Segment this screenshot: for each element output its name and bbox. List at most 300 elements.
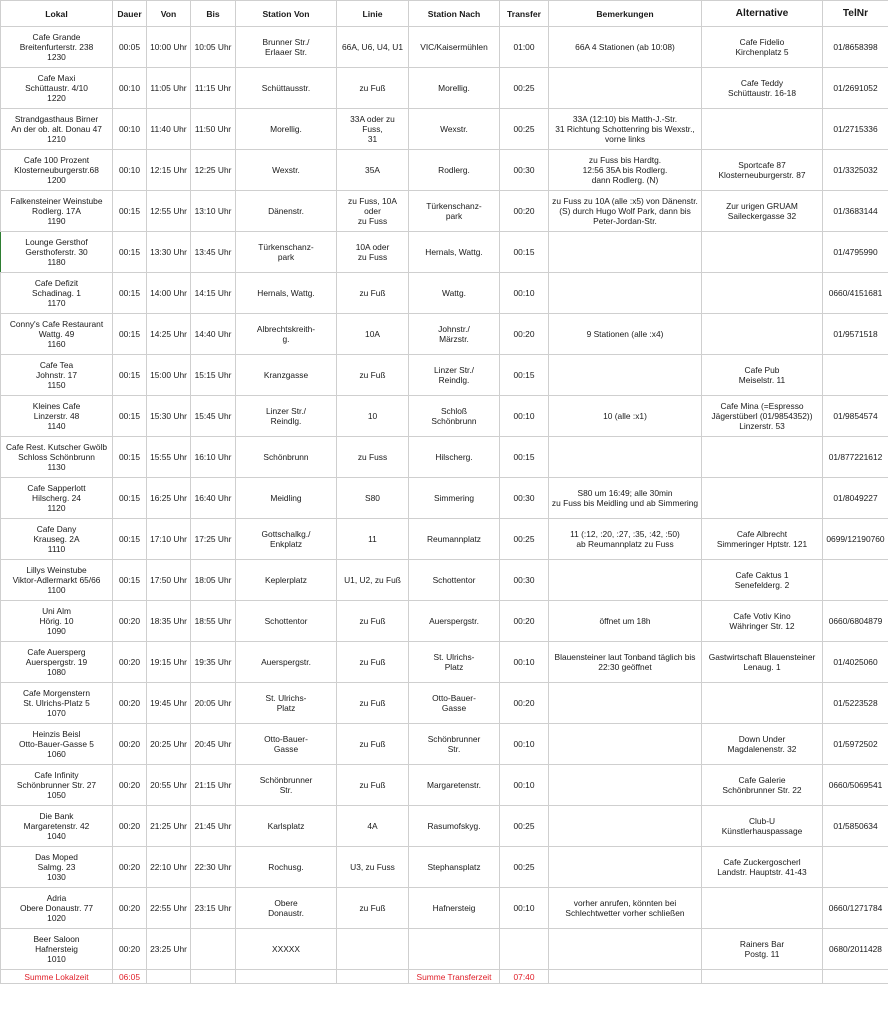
- cell-station-von[interactable]: Hernals, Wattg.: [236, 273, 337, 314]
- table-row: [1, 68, 888, 109]
- cell-bemerkungen[interactable]: [549, 560, 702, 601]
- cell-transfer[interactable]: 00:20: [500, 601, 549, 642]
- cell-bis[interactable]: 10:05 Uhr: [191, 27, 236, 68]
- cell-station-von[interactable]: Schönbrunn: [236, 437, 337, 478]
- cell-transfer[interactable]: 00:10: [500, 724, 549, 765]
- cell-dauer[interactable]: 00:15: [113, 396, 147, 437]
- cell-bemerkungen[interactable]: [549, 929, 702, 970]
- cell-dauer[interactable]: 00:10: [113, 68, 147, 109]
- cell-lokal[interactable]: Cafe Auersperg Auerspergstr. 19 1080: [1, 642, 113, 683]
- cell-bemerkungen[interactable]: zu Fuss zu 10A (alle :x5) von Dänenstr. (S) durch Hugo Wolf Park, dann bis Peter-Jordan-Str.: [549, 191, 702, 232]
- cell-alternative[interactable]: [702, 109, 823, 150]
- cell-von[interactable]: 17:50 Uhr: [147, 560, 191, 601]
- cell-station-nach[interactable]: Wexstr.: [409, 109, 500, 150]
- empty-cell[interactable]: [191, 970, 236, 984]
- cell-lokal[interactable]: Cafe Infinity Schönbrunner Str. 27 1050: [1, 765, 113, 806]
- table-row: [1, 929, 888, 970]
- cell-transfer[interactable]: 01:00: [500, 27, 549, 68]
- cell-transfer[interactable]: 00:20: [500, 191, 549, 232]
- cell-von[interactable]: 15:30 Uhr: [147, 396, 191, 437]
- cell-bemerkungen[interactable]: [549, 765, 702, 806]
- cell-telnr[interactable]: [823, 847, 888, 888]
- cell-station-nach[interactable]: Auerspergstr.: [409, 601, 500, 642]
- cell-von[interactable]: 17:10 Uhr: [147, 519, 191, 560]
- cell-station-nach[interactable]: Türkenschanz- park: [409, 191, 500, 232]
- cell-bis[interactable]: [191, 929, 236, 970]
- empty-cell[interactable]: [236, 970, 337, 984]
- table-row: [1, 642, 888, 683]
- cell-von[interactable]: 22:10 Uhr: [147, 847, 191, 888]
- cell-transfer[interactable]: 00:15: [500, 232, 549, 273]
- cell-bemerkungen[interactable]: [549, 232, 702, 273]
- cell-station-von[interactable]: Schönbrunner Str.: [236, 765, 337, 806]
- cell-transfer[interactable]: 00:25: [500, 847, 549, 888]
- cell-dauer[interactable]: 00:15: [113, 232, 147, 273]
- cell-bemerkungen[interactable]: 33A (12:10) bis Matth-J.-Str. 31 Richtung Schottenring bis Wexstr., vorne links: [549, 109, 702, 150]
- cell-alternative[interactable]: Zur urigen GRUAM Saileckergasse 32: [702, 191, 823, 232]
- cell-station-von[interactable]: Türkenschanz- park: [236, 232, 337, 273]
- cell-station-von[interactable]: Morellig.: [236, 109, 337, 150]
- cell-von[interactable]: 12:55 Uhr: [147, 191, 191, 232]
- cell-telnr[interactable]: 0660/1271784: [823, 888, 888, 929]
- cell-alternative[interactable]: [702, 314, 823, 355]
- cell-station-von[interactable]: Schüttausstr.: [236, 68, 337, 109]
- cell-telnr[interactable]: 01/2715336: [823, 109, 888, 150]
- cell-lokal[interactable]: Adria Obere Donaustr. 77 1020: [1, 888, 113, 929]
- table-row: [1, 765, 888, 806]
- cell-alternative[interactable]: Gastwirtschaft Blauensteiner Lenaug. 1: [702, 642, 823, 683]
- cell-telnr[interactable]: 01/3325032: [823, 150, 888, 191]
- cell-telnr[interactable]: 01/3683144: [823, 191, 888, 232]
- table-row: [1, 683, 888, 724]
- cell-alternative[interactable]: Cafe Fidelio Kirchenplatz 5: [702, 27, 823, 68]
- cell-station-nach[interactable]: Morellig.: [409, 68, 500, 109]
- cell-von[interactable]: 22:55 Uhr: [147, 888, 191, 929]
- cell-alternative[interactable]: Cafe Mina (=Espresso Jägerstüberl (01/9854352)) Linzerstr. 53: [702, 396, 823, 437]
- cell-bis[interactable]: 20:45 Uhr: [191, 724, 236, 765]
- cell-bemerkungen[interactable]: S80 um 16:49; alle 30min zu Fuss bis Meidling und ab Simmering: [549, 478, 702, 519]
- cell-station-von[interactable]: Linzer Str./ Reindlg.: [236, 396, 337, 437]
- cell-station-nach[interactable]: Johnstr./ Märzstr.: [409, 314, 500, 355]
- cell-von[interactable]: 18:35 Uhr: [147, 601, 191, 642]
- cell-linie[interactable]: zu Fuß: [337, 683, 409, 724]
- cell-bis[interactable]: 22:30 Uhr: [191, 847, 236, 888]
- cell-alternative[interactable]: [702, 273, 823, 314]
- table-row: [1, 314, 888, 355]
- cell-lokal[interactable]: Cafe Maxi Schüttaustr. 4/10 1220: [1, 68, 113, 109]
- cell-von[interactable]: 12:15 Uhr: [147, 150, 191, 191]
- empty-cell[interactable]: [702, 970, 823, 984]
- cell-station-von[interactable]: Schottentor: [236, 601, 337, 642]
- cell-station-nach[interactable]: Otto-Bauer- Gasse: [409, 683, 500, 724]
- cell-lokal[interactable]: Conny's Cafe Restaurant Wattg. 49 1160: [1, 314, 113, 355]
- cell-telnr[interactable]: 01/4795990: [823, 232, 888, 273]
- cell-telnr[interactable]: 01/8049227: [823, 478, 888, 519]
- table-row: [1, 806, 888, 847]
- cell-bis[interactable]: 18:05 Uhr: [191, 560, 236, 601]
- cell-telnr[interactable]: 01/5850634: [823, 806, 888, 847]
- cell-telnr[interactable]: 01/9854574: [823, 396, 888, 437]
- cell-station-von[interactable]: Karlsplatz: [236, 806, 337, 847]
- cell-station-nach[interactable]: Linzer Str./ Reindlg.: [409, 355, 500, 396]
- empty-cell[interactable]: [147, 970, 191, 984]
- cell-bemerkungen[interactable]: 66A 4 Stationen (ab 10:08): [549, 27, 702, 68]
- cell-von[interactable]: 23:25 Uhr: [147, 929, 191, 970]
- cell-station-nach[interactable]: Stephansplatz: [409, 847, 500, 888]
- cell-linie[interactable]: zu Fuß: [337, 888, 409, 929]
- cell-station-von[interactable]: St. Ulrichs- Platz: [236, 683, 337, 724]
- cell-transfer[interactable]: 00:25: [500, 806, 549, 847]
- cell-telnr[interactable]: 0660/5069541: [823, 765, 888, 806]
- cell-linie[interactable]: U1, U2, zu Fuß: [337, 560, 409, 601]
- cell-bis[interactable]: 16:40 Uhr: [191, 478, 236, 519]
- cell-bis[interactable]: 21:45 Uhr: [191, 806, 236, 847]
- cell-bis[interactable]: 17:25 Uhr: [191, 519, 236, 560]
- cell-lokal[interactable]: Strandgasthaus Birner An der ob. alt. Donau 47 1210: [1, 109, 113, 150]
- cell-bemerkungen[interactable]: [549, 355, 702, 396]
- cell-telnr[interactable]: 0660/6804879: [823, 601, 888, 642]
- cell-dauer[interactable]: 00:20: [113, 888, 147, 929]
- cell-transfer[interactable]: 00:25: [500, 109, 549, 150]
- cell-alternative[interactable]: [702, 683, 823, 724]
- cell-lokal[interactable]: Cafe Morgenstern St. Ulrichs-Platz 5 1070: [1, 683, 113, 724]
- cell-dauer[interactable]: 00:20: [113, 806, 147, 847]
- cell-von[interactable]: 20:25 Uhr: [147, 724, 191, 765]
- cell-linie[interactable]: 10: [337, 396, 409, 437]
- cell-von[interactable]: 19:45 Uhr: [147, 683, 191, 724]
- cell-telnr[interactable]: 0680/2011428: [823, 929, 888, 970]
- table-row: [1, 396, 888, 437]
- sum-transferzeit-label[interactable]: Summe Transferzeit: [409, 970, 500, 984]
- cell-station-nach[interactable]: St. Ulrichs- Platz: [409, 642, 500, 683]
- cell-alternative[interactable]: Sportcafe 87 Klosterneuburgerstr. 87: [702, 150, 823, 191]
- cell-telnr[interactable]: [823, 560, 888, 601]
- cell-linie[interactable]: zu Fuß: [337, 355, 409, 396]
- cell-bis[interactable]: 14:15 Uhr: [191, 273, 236, 314]
- cell-telnr[interactable]: 01/5223528: [823, 683, 888, 724]
- cell-transfer[interactable]: 00:10: [500, 765, 549, 806]
- cell-bemerkungen[interactable]: zu Fuss bis Hardtg. 12:56 35A bis Rodlerg. dann Rodlerg. (N): [549, 150, 702, 191]
- cell-bemerkungen[interactable]: [549, 437, 702, 478]
- cell-von[interactable]: 11:05 Uhr: [147, 68, 191, 109]
- cell-lokal[interactable]: Lounge Gersthof Gersthoferstr. 30 1180: [1, 232, 113, 273]
- cell-linie[interactable]: zu Fuß: [337, 273, 409, 314]
- empty-cell[interactable]: [823, 970, 888, 984]
- cell-lokal[interactable]: Cafe Defizit Schadinag. 1 1170: [1, 273, 113, 314]
- cell-alternative[interactable]: Cafe Votiv Kino Währinger Str. 12: [702, 601, 823, 642]
- cell-bis[interactable]: 14:40 Uhr: [191, 314, 236, 355]
- cell-bis[interactable]: 18:55 Uhr: [191, 601, 236, 642]
- cell-alternative[interactable]: [702, 888, 823, 929]
- table-row: [1, 273, 888, 314]
- cell-bis[interactable]: 23:15 Uhr: [191, 888, 236, 929]
- table-body: [1, 27, 888, 984]
- cell-bis[interactable]: 15:15 Uhr: [191, 355, 236, 396]
- header-alternative[interactable]: Alternative: [702, 1, 823, 27]
- cell-von[interactable]: 15:00 Uhr: [147, 355, 191, 396]
- cell-station-von[interactable]: Gottschalkg./ Enkplatz: [236, 519, 337, 560]
- table-row: [1, 109, 888, 150]
- cell-bemerkungen[interactable]: 11 (:12, :20, :27, :35, :42, :50) ab Reumannplatz zu Fuss: [549, 519, 702, 560]
- cell-bemerkungen[interactable]: öffnet um 18h: [549, 601, 702, 642]
- cell-linie[interactable]: zu Fuß: [337, 601, 409, 642]
- cell-station-von[interactable]: XXXXX: [236, 929, 337, 970]
- cell-station-von[interactable]: Albrechtskreith- g.: [236, 314, 337, 355]
- header-transfer[interactable]: Transfer: [500, 1, 549, 27]
- cell-lokal[interactable]: Heinzis Beisl Otto-Bauer-Gasse 5 1060: [1, 724, 113, 765]
- cell-von[interactable]: 10:00 Uhr: [147, 27, 191, 68]
- cell-lokal[interactable]: Cafe Grande Breitenfurterstr. 238 1230: [1, 27, 113, 68]
- cell-station-nach[interactable]: Wattg.: [409, 273, 500, 314]
- cell-station-von[interactable]: Keplerplatz: [236, 560, 337, 601]
- cell-bemerkungen[interactable]: [549, 847, 702, 888]
- cell-telnr[interactable]: 01/2691052: [823, 68, 888, 109]
- cell-station-von[interactable]: Kranzgasse: [236, 355, 337, 396]
- cell-transfer[interactable]: 00:30: [500, 478, 549, 519]
- cell-lokal[interactable]: Cafe Rest. Kutscher Gwölb Schloss Schönbrunn 1130: [1, 437, 113, 478]
- cell-station-nach[interactable]: VIC/Kaisermühlen: [409, 27, 500, 68]
- cell-alternative[interactable]: Down Under Magdalenenstr. 32: [702, 724, 823, 765]
- cell-bemerkungen[interactable]: [549, 724, 702, 765]
- cell-dauer[interactable]: 00:05: [113, 27, 147, 68]
- cell-alternative[interactable]: Cafe Caktus 1 Senefelderg. 2: [702, 560, 823, 601]
- cell-linie[interactable]: [337, 929, 409, 970]
- table-row: [1, 150, 888, 191]
- cell-transfer[interactable]: 00:20: [500, 683, 549, 724]
- header-station-nach[interactable]: Station Nach: [409, 1, 500, 27]
- cell-telnr[interactable]: 01/9571518: [823, 314, 888, 355]
- cell-transfer[interactable]: [500, 929, 549, 970]
- cell-telnr[interactable]: 01/4025060: [823, 642, 888, 683]
- cell-bemerkungen[interactable]: [549, 273, 702, 314]
- cell-station-nach[interactable]: Hafnersteig: [409, 888, 500, 929]
- table-row: [1, 232, 888, 273]
- cell-station-von[interactable]: Dänenstr.: [236, 191, 337, 232]
- cell-linie[interactable]: 33A oder zu Fuss, 31: [337, 109, 409, 150]
- cell-linie[interactable]: 4A: [337, 806, 409, 847]
- table-row: [1, 355, 888, 396]
- cell-transfer[interactable]: 00:25: [500, 519, 549, 560]
- cell-station-nach[interactable]: Hilscherg.: [409, 437, 500, 478]
- cell-lokal[interactable]: Cafe Sapperlott Hilscherg. 24 1120: [1, 478, 113, 519]
- cell-station-nach[interactable]: [409, 929, 500, 970]
- cell-transfer[interactable]: 00:25: [500, 68, 549, 109]
- cell-lokal[interactable]: Falkensteiner Weinstube Rodlerg. 17A 1190: [1, 191, 113, 232]
- cell-bis[interactable]: 11:15 Uhr: [191, 68, 236, 109]
- cell-station-von[interactable]: Meidling: [236, 478, 337, 519]
- cell-bis[interactable]: 12:25 Uhr: [191, 150, 236, 191]
- cell-lokal[interactable]: Lillys Weinstube Viktor-Adlermarkt 65/66 1100: [1, 560, 113, 601]
- header-lokal[interactable]: Lokal: [1, 1, 113, 27]
- cell-transfer[interactable]: 00:20: [500, 314, 549, 355]
- cell-dauer[interactable]: 00:15: [113, 191, 147, 232]
- cell-linie[interactable]: U3, zu Fuss: [337, 847, 409, 888]
- cell-von[interactable]: 11:40 Uhr: [147, 109, 191, 150]
- cell-von[interactable]: 14:25 Uhr: [147, 314, 191, 355]
- cell-station-nach[interactable]: Reumannplatz: [409, 519, 500, 560]
- cell-dauer[interactable]: 00:15: [113, 560, 147, 601]
- summary-row: [1, 970, 888, 984]
- cell-bis[interactable]: 11:50 Uhr: [191, 109, 236, 150]
- cell-transfer[interactable]: 00:30: [500, 560, 549, 601]
- cell-transfer[interactable]: 00:10: [500, 273, 549, 314]
- cell-lokal[interactable]: Cafe Dany Krauseg. 2A 1110: [1, 519, 113, 560]
- cell-von[interactable]: 21:25 Uhr: [147, 806, 191, 847]
- cell-bemerkungen[interactable]: [549, 683, 702, 724]
- cell-lokal[interactable]: Kleines Cafe Linzerstr. 48 1140: [1, 396, 113, 437]
- cell-station-von[interactable]: Rochusg.: [236, 847, 337, 888]
- header-telnr[interactable]: TelNr: [823, 1, 888, 27]
- cell-linie[interactable]: zu Fuß: [337, 724, 409, 765]
- cell-station-nach[interactable]: Schloß Schönbrunn: [409, 396, 500, 437]
- cell-transfer[interactable]: 00:30: [500, 150, 549, 191]
- cell-bis[interactable]: 16:10 Uhr: [191, 437, 236, 478]
- cell-transfer[interactable]: 00:10: [500, 396, 549, 437]
- cell-lokal[interactable]: Cafe Tea Johnstr. 17 1150: [1, 355, 113, 396]
- cell-linie[interactable]: 66A, U6, U4, U1: [337, 27, 409, 68]
- cell-von[interactable]: 19:15 Uhr: [147, 642, 191, 683]
- table-row: [1, 437, 888, 478]
- cell-dauer[interactable]: 00:20: [113, 683, 147, 724]
- table-row: [1, 191, 888, 232]
- cell-lokal[interactable]: Beer Saloon Hafnersteig 1010: [1, 929, 113, 970]
- cell-dauer[interactable]: 00:15: [113, 273, 147, 314]
- cell-dauer[interactable]: 00:20: [113, 642, 147, 683]
- header-row: [1, 1, 888, 27]
- cell-transfer[interactable]: 00:10: [500, 888, 549, 929]
- cell-bemerkungen[interactable]: [549, 806, 702, 847]
- cell-bemerkungen[interactable]: 10 (alle :x1): [549, 396, 702, 437]
- empty-cell[interactable]: [549, 970, 702, 984]
- cell-von[interactable]: 20:55 Uhr: [147, 765, 191, 806]
- cell-bemerkungen[interactable]: 9 Stationen (alle :x4): [549, 314, 702, 355]
- cell-station-nach[interactable]: Hernals, Wattg.: [409, 232, 500, 273]
- cell-station-nach[interactable]: Margaretenstr.: [409, 765, 500, 806]
- cell-lokal[interactable]: Das Moped Salmg. 23 1030: [1, 847, 113, 888]
- cell-von[interactable]: 14:00 Uhr: [147, 273, 191, 314]
- header-linie[interactable]: Linie: [337, 1, 409, 27]
- cell-bis[interactable]: 19:35 Uhr: [191, 642, 236, 683]
- cell-linie[interactable]: 35A: [337, 150, 409, 191]
- cell-alternative[interactable]: [702, 437, 823, 478]
- cell-linie[interactable]: zu Fuß: [337, 765, 409, 806]
- cell-lokal[interactable]: Uni Alm Hörig. 10 1090: [1, 601, 113, 642]
- cell-station-nach[interactable]: Rodlerg.: [409, 150, 500, 191]
- cell-linie[interactable]: zu Fuß: [337, 642, 409, 683]
- cell-lokal[interactable]: Die Bank Margaretenstr. 42 1040: [1, 806, 113, 847]
- cell-linie[interactable]: 11: [337, 519, 409, 560]
- cell-station-nach[interactable]: Schönbrunner Str.: [409, 724, 500, 765]
- cell-alternative[interactable]: [702, 478, 823, 519]
- cell-von[interactable]: 13:30 Uhr: [147, 232, 191, 273]
- cell-bis[interactable]: 15:45 Uhr: [191, 396, 236, 437]
- cell-bis[interactable]: 20:05 Uhr: [191, 683, 236, 724]
- table-row: [1, 601, 888, 642]
- cell-dauer[interactable]: 00:20: [113, 929, 147, 970]
- cell-dauer[interactable]: 00:15: [113, 478, 147, 519]
- cell-dauer[interactable]: 00:15: [113, 519, 147, 560]
- table-row: [1, 519, 888, 560]
- sum-transferzeit-value[interactable]: 07:40: [500, 970, 549, 984]
- cell-dauer[interactable]: 00:20: [113, 724, 147, 765]
- header-von[interactable]: Von: [147, 1, 191, 27]
- cell-dauer[interactable]: 00:15: [113, 437, 147, 478]
- cell-station-nach[interactable]: Schottentor: [409, 560, 500, 601]
- header-bemerkungen[interactable]: Bemerkungen: [549, 1, 702, 27]
- cell-bemerkungen[interactable]: [549, 68, 702, 109]
- header-dauer[interactable]: Dauer: [113, 1, 147, 27]
- cell-station-von[interactable]: Obere Donaustr.: [236, 888, 337, 929]
- cell-telnr[interactable]: [823, 355, 888, 396]
- cell-dauer[interactable]: 00:10: [113, 150, 147, 191]
- cell-station-von[interactable]: Brunner Str./ Erlaaer Str.: [236, 27, 337, 68]
- cell-station-von[interactable]: Wexstr.: [236, 150, 337, 191]
- cell-telnr[interactable]: 01/8658398: [823, 27, 888, 68]
- cell-bemerkungen[interactable]: vorher anrufen, könnten bei Schlechtwetter vorher schließen: [549, 888, 702, 929]
- cell-alternative[interactable]: Cafe Zuckergoscherl Landstr. Hauptstr. 41-43: [702, 847, 823, 888]
- table-row: [1, 888, 888, 929]
- cell-linie[interactable]: 10A oder zu Fuss: [337, 232, 409, 273]
- cell-von[interactable]: 16:25 Uhr: [147, 478, 191, 519]
- cell-alternative[interactable]: Cafe Albrecht Simmeringer Hptstr. 121: [702, 519, 823, 560]
- cell-bis[interactable]: 13:45 Uhr: [191, 232, 236, 273]
- cell-alternative[interactable]: Rainers Bar Postg. 11: [702, 929, 823, 970]
- cell-station-nach[interactable]: Rasumofskyg.: [409, 806, 500, 847]
- empty-cell[interactable]: [337, 970, 409, 984]
- cell-station-nach[interactable]: Simmering: [409, 478, 500, 519]
- cell-linie[interactable]: zu Fuß: [337, 68, 409, 109]
- cell-dauer[interactable]: 00:20: [113, 601, 147, 642]
- cell-dauer[interactable]: 00:20: [113, 765, 147, 806]
- table-row: [1, 847, 888, 888]
- sum-lokalzeit-label[interactable]: Summe Lokalzeit: [1, 970, 113, 984]
- cell-transfer[interactable]: 00:15: [500, 355, 549, 396]
- header-station-von[interactable]: Station Von: [236, 1, 337, 27]
- table-row: [1, 560, 888, 601]
- cell-station-von[interactable]: Otto-Bauer- Gasse: [236, 724, 337, 765]
- cell-lokal[interactable]: Cafe 100 Prozent Klosterneuburgerstr.68 1200: [1, 150, 113, 191]
- cell-transfer[interactable]: 00:10: [500, 642, 549, 683]
- cell-linie[interactable]: zu Fuss: [337, 437, 409, 478]
- cell-dauer[interactable]: 00:20: [113, 847, 147, 888]
- cell-bemerkungen[interactable]: Blauensteiner laut Tonband täglich bis 22:30 geöffnet: [549, 642, 702, 683]
- cell-telnr[interactable]: 0660/4151681: [823, 273, 888, 314]
- cell-alternative[interactable]: Cafe Pub Meiselstr. 11: [702, 355, 823, 396]
- cell-transfer[interactable]: 00:15: [500, 437, 549, 478]
- cell-alternative[interactable]: [702, 232, 823, 273]
- cell-linie[interactable]: zu Fuss, 10A oder zu Fuss: [337, 191, 409, 232]
- cell-dauer[interactable]: 00:15: [113, 355, 147, 396]
- cell-bis[interactable]: 13:10 Uhr: [191, 191, 236, 232]
- cell-alternative[interactable]: Club-U Künstlerhauspassage: [702, 806, 823, 847]
- header-bis[interactable]: Bis: [191, 1, 236, 27]
- sum-lokalzeit-value[interactable]: 06:05: [113, 970, 147, 984]
- cell-bis[interactable]: 21:15 Uhr: [191, 765, 236, 806]
- cell-linie[interactable]: S80: [337, 478, 409, 519]
- cell-linie[interactable]: 10A: [337, 314, 409, 355]
- table-row: [1, 724, 888, 765]
- cell-telnr[interactable]: 0699/12190760: [823, 519, 888, 560]
- cell-telnr[interactable]: 01/5972502: [823, 724, 888, 765]
- cell-dauer[interactable]: 00:10: [113, 109, 147, 150]
- cell-von[interactable]: 15:55 Uhr: [147, 437, 191, 478]
- cell-dauer[interactable]: 00:15: [113, 314, 147, 355]
- cell-telnr[interactable]: 01/877221612: [823, 437, 888, 478]
- table-row: [1, 478, 888, 519]
- cell-alternative[interactable]: Cafe Teddy Schüttaustr. 16-18: [702, 68, 823, 109]
- cell-station-von[interactable]: Auerspergstr.: [236, 642, 337, 683]
- cell-alternative[interactable]: Cafe Galerie Schönbrunner Str. 22: [702, 765, 823, 806]
